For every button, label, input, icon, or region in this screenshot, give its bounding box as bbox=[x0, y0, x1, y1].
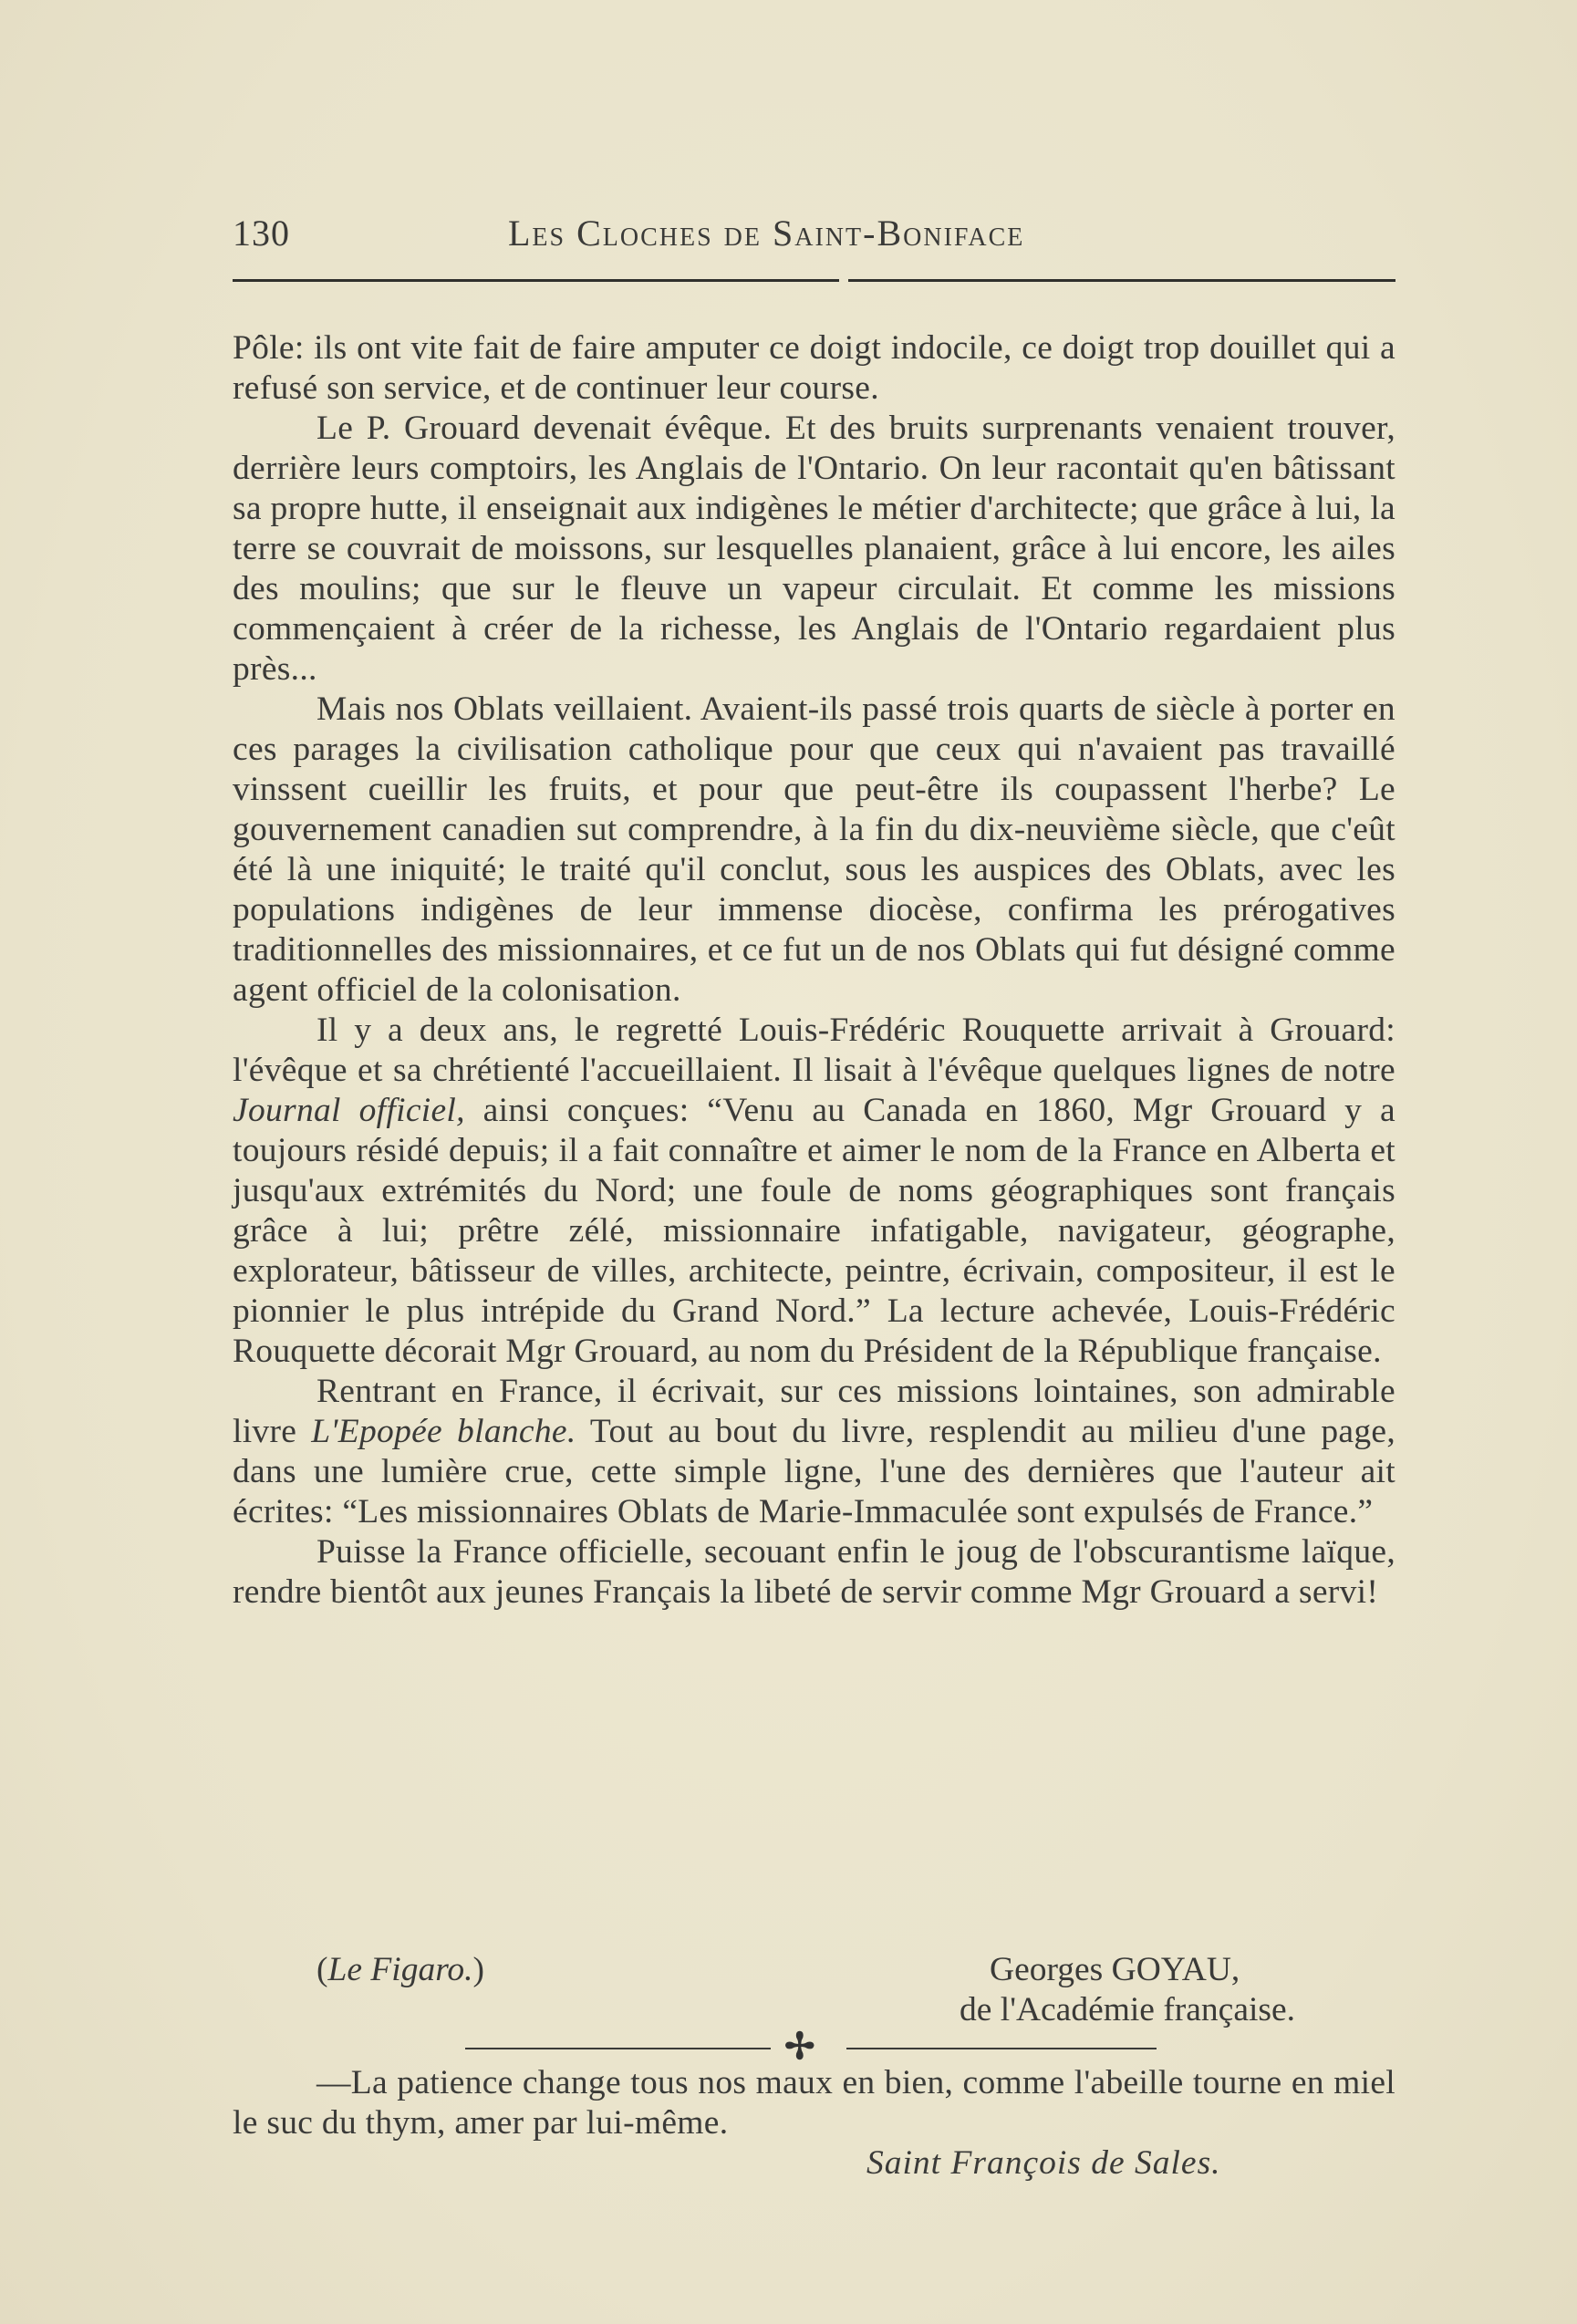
paragraph-1: Pôle: ils ont vite fait de faire amputer ce doigt indocile, ce doigt trop douillet qui a refusé son service, et de continuer leur course. bbox=[233, 329, 1395, 407]
epopee-blanche-title: L'Epopée blanche. bbox=[311, 1413, 576, 1450]
journal-officiel-title: Journal officiel, bbox=[233, 1092, 465, 1129]
paragraph-5 bbox=[233, 1372, 1395, 1532]
signature-block bbox=[233, 1950, 1395, 2032]
source-name: Le Figaro. bbox=[327, 1951, 473, 1988]
running-title: Les Cloches de Saint-Boniface bbox=[508, 213, 1025, 254]
author-affiliation: de l'Académie française. bbox=[960, 1991, 1296, 2028]
cross-ornament-icon: ✢ bbox=[784, 2026, 815, 2067]
page-number: 130 bbox=[233, 213, 290, 254]
closing-quote bbox=[233, 2063, 1395, 2143]
paragraph-4-text-a: Il y a deux ans, le regretté Louis-Frédéric Rouquette arrivait à Grouard: l'évêque et sa chrétienté l'accueillaient. Il lisait à l'évêque quelques lignes de notre bbox=[233, 1012, 1395, 1089]
article-body bbox=[233, 328, 1395, 1613]
source-citation bbox=[316, 1950, 484, 1990]
paragraph-2: Le P. Grouard devenait évêque. Et des bruits surprenants venaient trouver, derrière leurs comptoirs, les Anglais de l'Ontario. On leur racontait qu'en bâtissant sa propre hutte, il enseignait aux indigènes le métier d'architecte; que grâce à lui, la terre se couvrait de moissons, sur lesquelles planaient, grâce à lui encore, les ailes des moulins; que sur le fleuve un vapeur circulait. Et comme les missions commençaient à créer de la richesse, les Anglais de l'Ontario regardaient plus près... bbox=[233, 410, 1395, 688]
quote-author: Saint François de Sales. bbox=[866, 2144, 1221, 2182]
section-divider bbox=[465, 2026, 1158, 2067]
source-open-paren: ( bbox=[316, 1951, 328, 1988]
header-rule bbox=[233, 279, 1395, 282]
divider-line-right bbox=[846, 2048, 1157, 2049]
paragraph-4 bbox=[233, 1011, 1395, 1372]
divider-line-left bbox=[465, 2048, 771, 2049]
header-rule-left bbox=[233, 279, 839, 282]
source-close-paren: ) bbox=[472, 1951, 485, 1988]
page-header bbox=[233, 204, 1395, 259]
paragraph-4-text-b: ainsi conçues: “Venu au Canada en 1860, Mgr Grouard y a toujours résidé depuis; il a fait connaître et aimer le nom de la France en Alberta et jusqu'aux extrémités du Nord; une foule de noms géographiques sont français grâce à lui; prêtre zélé, missionnaire infatigable, navigateur, géographe, explorateur, bâtisseur de villes, architecte, peintre, écrivain, compositeur, il est le pionnier le plus intrépide du Grand Nord.” La lecture achevée, Louis-Frédéric Rouquette décorait Mgr Grouard, au nom du Président de la République française. bbox=[233, 1092, 1395, 1370]
paragraph-5-text-a: Rentrant en France, il écrivait, sur ces missions lointaines, son admirable livre bbox=[233, 1373, 1395, 1450]
paragraph-3: Mais nos Oblats veillaient. Avaient-ils passé trois quarts de siècle à porter en ces parages la civilisation catholique pour que ceux qui n'avaient pas travaillé vinssent cueillir les fruits, et pour que peut-être ils coupassent l'herbe? Le gouvernement canadien sut comprendre, à la fin du dix-neuvième siècle, que c'eût été là une iniquité; le traité qu'il conclut, sous les auspices des Oblats, avec les populations indigènes de leur immense diocèse, confirma les prérogatives traditionnelles des missionnaires, et ce fut un de nos Oblats qui fut désigné comme agent officiel de la colonisation. bbox=[233, 690, 1395, 1009]
paragraph-6: Puisse la France officielle, secouant enfin le joug de l'obscurantisme laïque, rendre bientôt aux jeunes Français la libeté de servir comme Mgr Grouard a servi! bbox=[233, 1533, 1395, 1611]
header-rule-right bbox=[848, 279, 1395, 282]
quote-text: —La patience change tous nos maux en bien, comme l'abeille tourne en miel le suc du thym, amer par lui-même. bbox=[233, 2064, 1395, 2142]
author-name: Georges GOYAU, bbox=[990, 1951, 1240, 1988]
paragraph-5-text-b: Tout au bout du livre, resplendit au milieu d'une page, dans une lumière crue, cette simple ligne, l'une des dernières que l'auteur ait écrites: “Les missionnaires Oblats de Marie-Immaculée sont expulsés de France.” bbox=[233, 1413, 1395, 1530]
